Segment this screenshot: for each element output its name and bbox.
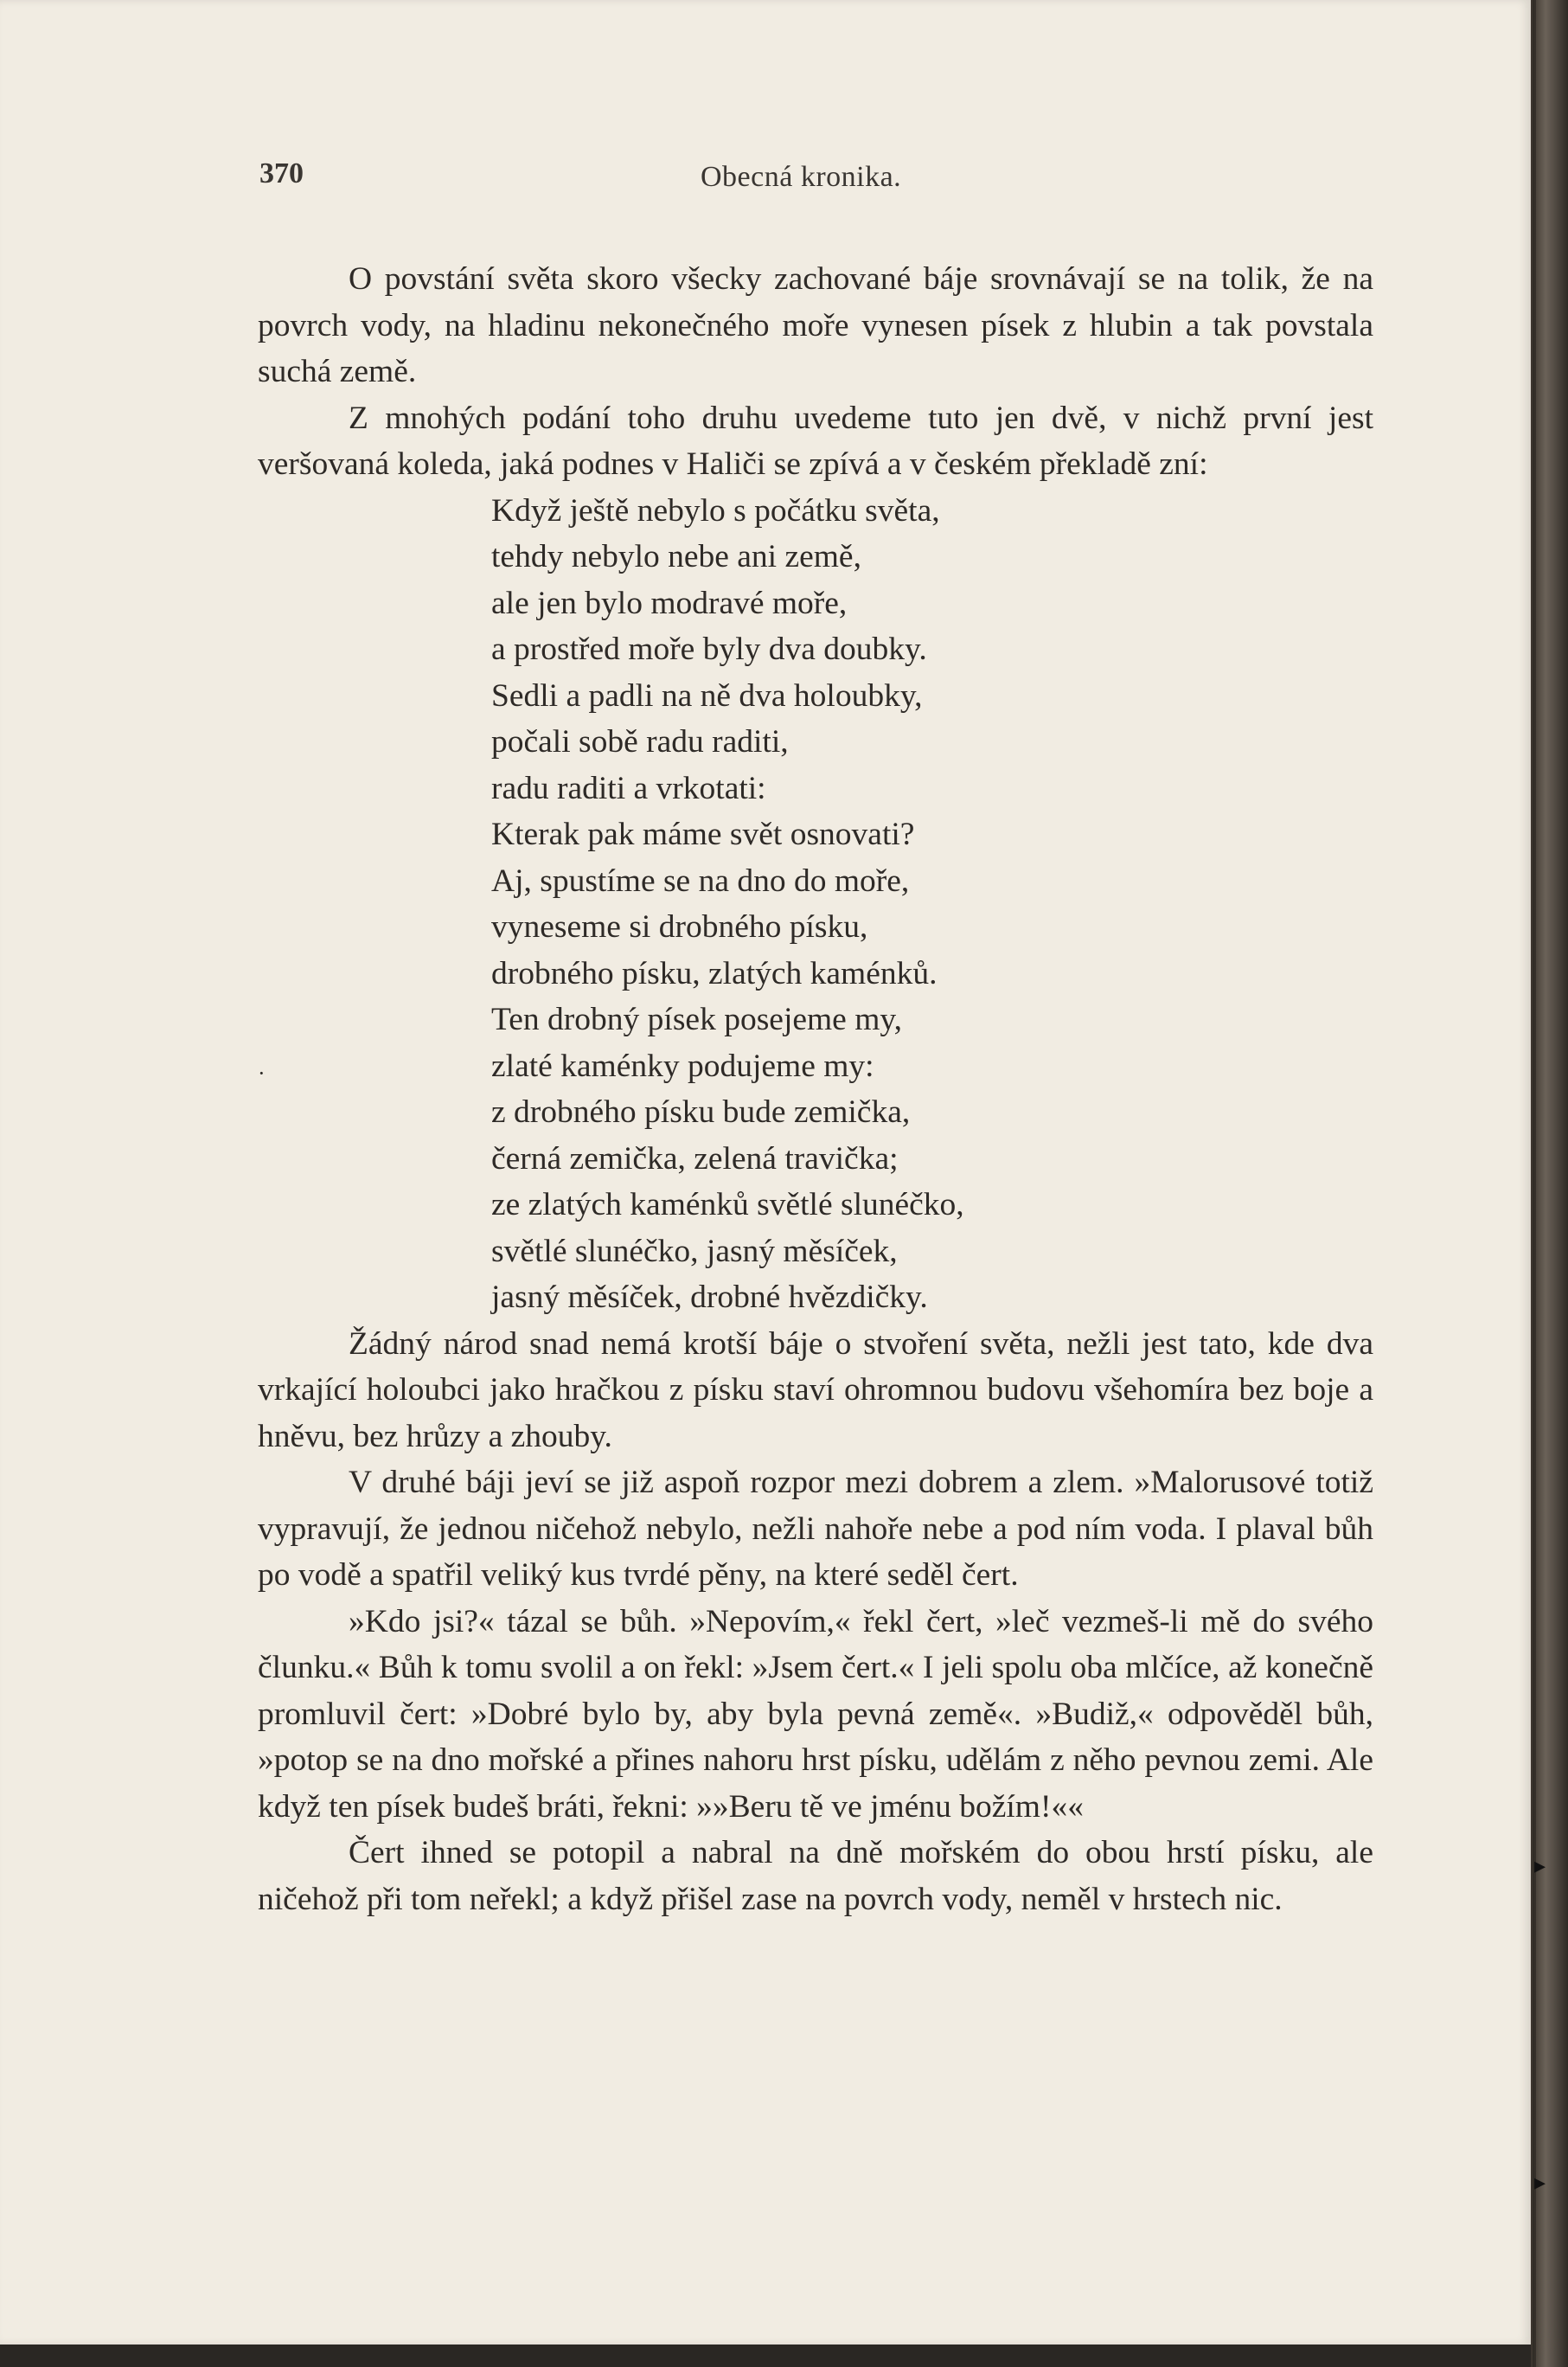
page-number: 370 bbox=[259, 157, 304, 189]
verse-line: černá zemička, zelená travička; bbox=[491, 1140, 899, 1177]
verse-line: radu raditi a vrkotati: bbox=[491, 770, 766, 806]
book-gutter bbox=[1531, 0, 1568, 2367]
page-header bbox=[259, 157, 1375, 209]
gutter-arrow-mark: ▸ bbox=[1534, 1853, 1546, 1878]
verse-line: Když ještě nebylo s počátku světa, bbox=[491, 492, 940, 529]
verse-line: a prostřed moře byly dva doubky. bbox=[491, 632, 927, 667]
verse-line: z drobného písku bude zemička, bbox=[491, 1094, 911, 1130]
verse-line: světlé slunéčko, jasný měsíček, bbox=[491, 1233, 898, 1269]
verse-line: zlaté kaménky podujeme my: bbox=[491, 1048, 874, 1084]
paragraph-dialogue: »Kdo jsi?« tázal se bůh. »Nepovím,« řekl čert, »leč vezmeš-li mě do svého člunku.« Bůh k tomu svolil a on řekl: »Jsem čert.« I jeli spolu oba mlčíce, až konečně promluvil čert: »Dobré bylo by, aby byla pevná země«. »Budiž,« odpověděl bůh, »potop se na dno mořské a přines nahoru hrst písku, udělám z něho pevnou zemi. Ale když ten písek budeš bráti, řekni: »»Beru tě ve jménu božím!«« bbox=[258, 1603, 1373, 1825]
verse-line: Aj, spustíme se na dno do moře, bbox=[491, 863, 910, 899]
verse-line: Kterak pak máme svět osnovati? bbox=[491, 817, 915, 852]
verse-koleda bbox=[258, 488, 1373, 1321]
body-text bbox=[258, 256, 1373, 1922]
verse-line: vyneseme si drobného písku, bbox=[491, 909, 868, 945]
margin-dot: · bbox=[258, 1061, 266, 1086]
verse-line: Sedli a padli na ně dva holoubky, bbox=[491, 677, 923, 714]
gutter-edge-line bbox=[1533, 0, 1536, 2367]
paragraph-creation-intro: O povstání světa skoro všecky zachované báje srovnávají se na tolik, že na povrch vody, na hladinu nekonečného moře vynesen písek z hlubin a tak povstala suchá země. bbox=[258, 261, 1373, 389]
verse-line: počali sobě radu raditi, bbox=[491, 724, 789, 760]
paragraph-second-myth: V druhé báji jeví se již aspoň rozpor mezi dobrem a zlem. »Malorusové totiž vypravují, že jednou ničehož nebylo, nežli nahoře nebe a pod ním voda. I plaval bůh po vodě a spatřil veliký kus tvrdé pěny, na které seděl čert. bbox=[258, 1465, 1373, 1593]
verse-line: jasný měsíček, drobné hvězdičky. bbox=[491, 1280, 928, 1315]
paragraph-gentle-myth: Žádný národ snad nemá krotší báje o stvoření světa, nežli jest tato, kde dva vrkající holoubci jako hračkou z písku staví ohromnou budovu všehomíra bez boje a hněvu, bez hrůzy a zhouby. bbox=[258, 1325, 1373, 1454]
gutter-arrow-mark: ▸ bbox=[1534, 2170, 1546, 2195]
verse-line: drobného písku, zlatých kaménků. bbox=[491, 955, 938, 991]
verse-line: tehdy nebylo nebe ani země, bbox=[491, 539, 861, 574]
paragraph-devil-dives: Čert ihned se potopil a nabral na dně mořském do obou hrstí písku, ale ničehož při tom neřekl; a když přišel zase na povrch vody, neměl v hrstech nic. bbox=[258, 1835, 1373, 1917]
verse-line: ale jen bylo modravé moře, bbox=[491, 585, 848, 621]
paragraph-koleda-intro: Z mnohých podání toho druhu uvedeme tuto jen dvě, v nichž první jest veršovaná koleda, jaká podnes v Haliči se zpívá a v českém překladě zní: bbox=[258, 400, 1373, 482]
verse-line: Ten drobný písek posejeme my, bbox=[491, 1002, 903, 1037]
running-title: Obecná kronika. bbox=[701, 161, 902, 193]
verse-line: ze zlatých kaménků světlé slunéčko, bbox=[491, 1187, 964, 1222]
